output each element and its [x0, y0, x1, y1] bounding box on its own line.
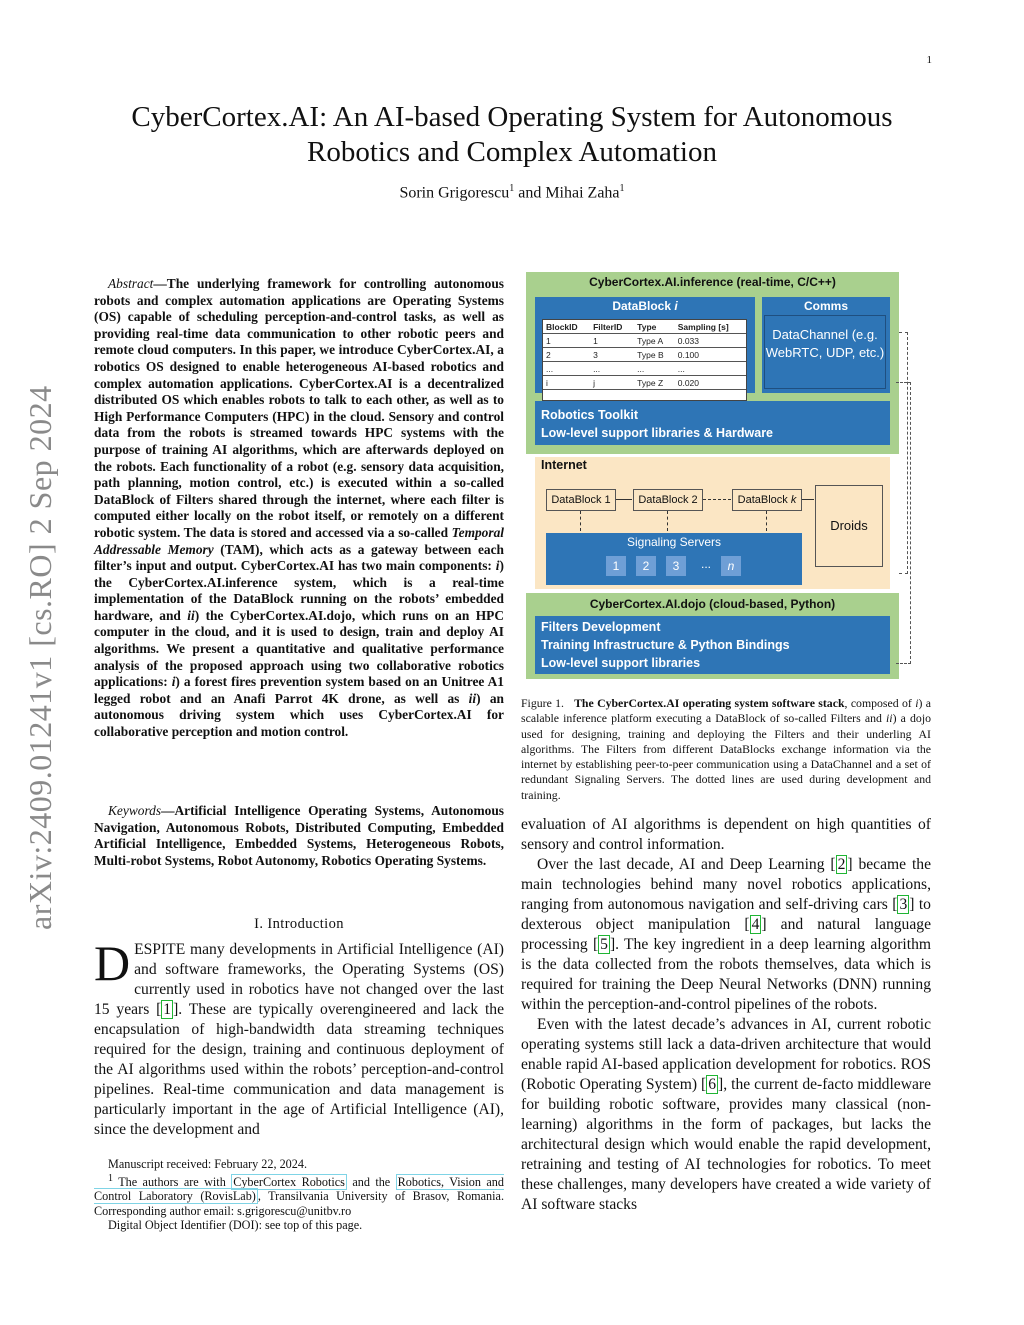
server-node: 2 — [636, 556, 656, 576]
toolkit-line-1: Robotics Toolkit — [541, 408, 638, 422]
arxiv-stamp-container — [22, 360, 66, 930]
para3-text-a: Even with the latest decade’s advances in AI, current robotic operating systems still lack a data-driven architecture that would enable rapid AI-based application development for robotics. ROS (Robotic Operating System) [ — [521, 1016, 931, 1093]
paragraph-deep-learning — [521, 855, 931, 1015]
robotics-toolkit-panel — [535, 401, 890, 445]
para2-text-e: ]. The key ingredient in a deep learning algorithm is the data collected from the robots themselves, data which is required for training the Deep Neural Networks (DNN) running within the perception-and-control pipelines of the robots. — [521, 936, 931, 1013]
citation-link[interactable]: 5 — [600, 936, 608, 953]
caption-enum-ii: ii — [886, 711, 893, 726]
table-cell: 0.020 — [675, 376, 746, 390]
connector — [766, 511, 767, 531]
intro-text-2: ]. These are typically overengineered and lack the encapsulation of high-bandwidth data streaming techniques required for the design, training and continuous deployment of the AI algorithms used within the robots’ perception-and-control pipelines. Real-time communication and data management is particularly important in the age of Artificial Intelligence (AI), since the development and — [94, 1001, 504, 1138]
connector — [667, 511, 668, 531]
footnote-doi: Digital Object Identifier (DOI): see top of this page. — [108, 1218, 363, 1233]
table-header: Sampling [s] — [675, 320, 746, 334]
table-cell: 2 — [543, 348, 590, 362]
abstract-text-3: ) the CyberCortex.AI.inference system, which is a real-time implementation of the DataBlock running on the robots’ embedded hardware, and — [94, 558, 504, 623]
inference-block — [526, 272, 899, 454]
caption-text-2: ) a scalable inference platform executing a DataBlock of so-called Filters and — [521, 696, 931, 726]
internet-block — [535, 457, 890, 589]
signaling-servers-panel — [546, 533, 802, 585]
caption-text-3: ) a dojo used for designing, training and deploying the Filters and their underling AI algorithms. The Filters from different DataBlocks exchange information via the internet by establishing peer-to-peer communication using a DataChannel and a set of redundant Signaling Servers. The dotted lines are used during development and training. — [521, 711, 931, 802]
footnote-1 — [94, 1172, 504, 1219]
dojo-text — [541, 618, 790, 672]
dojo-block — [526, 593, 899, 679]
datablock-k — [732, 489, 802, 511]
table-cell: ... — [675, 362, 746, 376]
dojo-panel — [535, 616, 890, 674]
inference-title: CyberCortex.AI.inference (real-time, C/C++) — [589, 275, 836, 289]
figure-caption — [521, 696, 931, 803]
para2-text-b: ] became the main technologies behind many novel robotics applications, ranging from autonomous navigation and self-driving cars [ — [521, 856, 931, 913]
datablock-2: DataBlock 2 — [633, 489, 703, 511]
citation-link[interactable]: 1 — [163, 1001, 172, 1018]
comms-panel — [762, 297, 890, 393]
datablock-k-italic: k — [790, 494, 797, 506]
datablock-panel — [535, 297, 755, 393]
table-row — [543, 376, 746, 390]
server-ellipsis: ... — [700, 557, 711, 571]
figure-1 — [526, 272, 899, 692]
table-row — [543, 334, 746, 348]
datablock-title — [535, 299, 755, 313]
datachannel-box: DataChannel (e.g. WebRTC, UDP, etc.) — [764, 315, 886, 389]
droids-box: Droids — [815, 485, 883, 567]
keywords-text: Artificial Intelligence Operating Systems, Autonomous Navigation, Autonomous Robots, Distributed Computing, Embedded Artificial Intelligence, Embedded Systems, Heterogeneous Robots, Multi-robot Systems, Robot Autonomy, Robotics Operating Systems. — [94, 803, 504, 868]
paragraph-continuation: evaluation of AI algorithms is dependent on high quantities of sensory and control information. — [521, 816, 931, 853]
right-column-body — [521, 815, 931, 1215]
footnote-received: Manuscript received: February 22, 2024. — [108, 1157, 308, 1171]
toolkit-text — [541, 406, 773, 442]
author-1: Sorin Grigorescu — [399, 184, 510, 202]
page-number: 1 — [926, 54, 932, 66]
abstract-text-4: ) the CyberCortex.AI.dojo, which runs on an HPC computer in the cloud, and it is used to design, train and deploy AI algorithms. We present a quantitative and qualitative performance analysis of the proposed approach using two collaborative robotics applications: — [94, 607, 504, 690]
table-cell: 3 — [590, 348, 634, 362]
abstract-text-5: ) a forest fires prevention system based on an Unitree A1 legged robot and an Anafi Parrot 4K drone, as well as — [94, 674, 504, 706]
dropcap: D — [94, 935, 131, 991]
author-separator: and — [514, 184, 546, 202]
toolkit-line-2: Low-level support libraries & Hardware — [541, 426, 774, 440]
datablock-title-i: i — [674, 299, 678, 313]
caption-label: Figure 1. — [521, 696, 564, 710]
abstract-text-1: The underlying framework for controlling autonomous robots and complex automation applications are Operating Systems (OS) capable of scheduling perception-and-control tasks, as well as providing real-time data communication to other robotic peers and remote cloud computers. In this paper, we introduce CyberCortex.AI, a robotics OS designed to enable heterogeneous AI-based robotics and complex automation applications. CyberCortex.AI is a decentralized distributed OS which enables robots to talk to each other, as well as to High Performance Computers (HPC) in the cloud. Sensory and control data from the robots is streamed towards HPC systems with the purpose of training AI algorithms, which are afterwards deployed on the robots. Each functionality of a robot (e.g. sensory data acquisition, path planning, motion control, etc.) is executed within a so-called DataBlock of Filters shared through the internet, where each filter is computed either locally on the robot itself, or remotely on a different robotic system. The data is stored and accessed via a so-called — [94, 276, 504, 540]
keywords: Keywords—Artificial Intelligence Operating Systems, Autonomous Navigation, Autonomous Robots, Distributed Computing, Embedded Artificial Intelligence, Embedded Systems, Heterogeneous Robots, Multi-robot Systems, Robot Autonomy, Robotics Operating Systems. — [94, 803, 504, 868]
cybercortex-link[interactable]: CyberCortex Robotics — [233, 1174, 345, 1189]
table-row — [543, 362, 746, 376]
paragraph-ros — [521, 1015, 931, 1215]
footnote-1-text-a: The authors are with — [113, 1174, 232, 1189]
author-2-affiliation: 1 — [619, 183, 625, 194]
caption-text-1: , composed of — [844, 696, 916, 710]
abstract: Abstract—The underlying framework for controlling autonomous robots and complex automation applications are Operating Systems (OS) capable of scheduling perception-and-control tasks, as well as providing real-time data communication to other robotic peers and remote cloud computers. In this paper, we introduce CyberCortex.AI, a robotics OS designed to enable heterogeneous AI-based robotics and complex automation applications. CyberCortex.AI is a decentralized distributed OS which enables robots to talk to each other, as well as to High Performance Computers (HPC) in the cloud. Sensory and control data from the robots is streamed towards HPC systems with the purpose of training AI algorithms, which are afterwards deployed on the robots. Each functionality of a robot (e.g. sensory data acquisition, path planning, motion control, etc.) is executed within a so-called DataBlock of Filters shared through the internet, where each filter is computed either locally on the robot itself, or remotely on a different robotic system. The data is stored and accessed via a so-called Temporal Addressable Memory (TAM), which acts as a gateway between each filter’s input and output. CyberCortex.AI has two main components: i) the CyberCortex.AI.inference system, which is a real-time implementation of the DataBlock running on the robots’ embedded hardware, and ii) the CyberCortex.AI.dojo, which runs on an HPC computer in the cloud, and it is used to design, train and deploy AI algorithms. We present a quantitative and qualitative performance analysis of the proposed approach using two collaborative robotics applications: i) a forest fires prevention system based on an Unitree A1 legged robot and an Anafi Parrot 4K drone, as well as ii) an autonomous driving system which uses CyberCortex.AI for collaborative perception and motion control. — [94, 276, 504, 740]
table-cell: 1 — [590, 334, 634, 348]
datablock-table — [542, 319, 747, 401]
author-2: Mihai Zaha — [545, 184, 620, 202]
table-cell: ... — [634, 362, 675, 376]
dojo-title: CyberCortex.AI.dojo (cloud-based, Python) — [589, 597, 836, 611]
abstract-enum-i-2: i — [171, 674, 176, 690]
footnote-1-text-c: , Transilvania University of Brasov, Romania. Corresponding author email: s.grigorescu@unitbv.ro — [94, 1189, 504, 1218]
table-cell: 0.100 — [675, 348, 746, 362]
table-cell: ... — [543, 362, 590, 376]
citation-link[interactable]: 4 — [751, 916, 760, 933]
dojo-line-1: Filters Development — [541, 620, 661, 634]
connector — [703, 499, 731, 500]
table-cell: 1 — [543, 334, 590, 348]
server-node: 1 — [606, 556, 626, 576]
table-cell: i — [543, 376, 590, 390]
connector — [580, 511, 581, 531]
author-1-affiliation: 1 — [509, 183, 515, 194]
footnotes — [94, 1157, 504, 1233]
footnote-1-text-b: and the — [346, 1174, 396, 1189]
abstract-text-2: (TAM), which acts as a gateway between each filter’s input and output. CyberCortex.AI has two main components: — [94, 541, 504, 574]
caption-enum-i: i — [915, 696, 919, 710]
section-heading: I. Introduction — [254, 916, 344, 932]
authors — [100, 183, 924, 202]
para2-text-d: ] and natural language processing [ — [521, 916, 931, 953]
table-header: BlockID — [543, 320, 590, 334]
intro-paragraph — [94, 935, 504, 1140]
table-cell: 0.033 — [675, 334, 746, 348]
citation-link[interactable]: 3 — [899, 896, 908, 913]
comms-title: Comms — [803, 299, 848, 313]
table-header: Type — [634, 320, 675, 334]
para3-text-b: ], the current de-facto middleware for building robotic software, provides many classical (non-learning) algorithms in the form of packages, but lacks the architectural design which would enable the rapid development, retraining and testing of AI technologies for robotics. To meet these challenges, many developers have created a wide variety of AI software stacks — [521, 1076, 931, 1213]
dojo-line-3: Low-level support libraries — [541, 656, 701, 670]
server-node: n — [721, 556, 741, 576]
abstract-enum-i: i — [495, 558, 500, 574]
datablock-1: DataBlock 1 — [546, 489, 616, 511]
para2-text-c: ] to dexterous object manipulation [ — [521, 896, 931, 933]
abstract-tam: Temporal Addressable Memory — [94, 524, 504, 557]
signaling-title: Signaling Servers — [626, 535, 722, 549]
paper-title: CyberCortex.AI: An AI-based Operating System for Autonomous Robotics and Complex Automation — [131, 101, 893, 168]
dev-training-dotted-line — [896, 382, 911, 664]
para2-text-a: Over the last decade, AI and Deep Learning [ — [537, 856, 836, 873]
caption-bold: The CyberCortex.AI operating system software stack — [574, 696, 845, 710]
footnote-1-marker: 1 — [108, 1172, 113, 1184]
datablock-k-text: DataBlock — [737, 494, 791, 506]
citation-link[interactable]: 2 — [837, 856, 846, 873]
abstract-label: Abstract — [108, 276, 154, 291]
abstract-enum-ii-2: ii — [468, 690, 477, 706]
abstract-text-6: ) an autonomous driving system which uses CyberCortex.AI for collaborative perception and motion control. — [94, 690, 504, 740]
table-cell: Type A — [634, 334, 675, 348]
table-cell: j — [590, 376, 634, 390]
connector — [616, 499, 632, 500]
internet-label: Internet — [541, 458, 587, 472]
table-cell: Type Z — [634, 376, 675, 390]
keywords-label: Keywords — [108, 803, 162, 818]
table-header-row — [543, 320, 746, 334]
intro-text-1: ESPITE many developments in Artificial Intelligence (AI) and software frameworks, the Operating Systems (OS) currently used in robotics have not changed over the last 15 years [ — [94, 941, 504, 1018]
dojo-line-2: Training Infrastructure & Python Bindings — [541, 638, 790, 652]
datablock-title-text: DataBlock — [612, 299, 675, 313]
abstract-enum-ii: ii — [187, 607, 195, 623]
table-cell: ... — [590, 362, 634, 376]
server-node: 3 — [666, 556, 686, 576]
citation-link[interactable]: 6 — [708, 1076, 717, 1093]
connector — [802, 499, 814, 500]
table-row — [543, 348, 746, 362]
arxiv-stamp: arXiv:2409.01241v1 [cs.RO] 2 Sep 2024 — [22, 385, 58, 930]
rovislab-link[interactable]: Robotics, Vision and Control Laboratory (RovisLab) — [94, 1174, 504, 1204]
table-cell: Type B — [634, 348, 675, 362]
table-header: FilterID — [590, 320, 634, 334]
